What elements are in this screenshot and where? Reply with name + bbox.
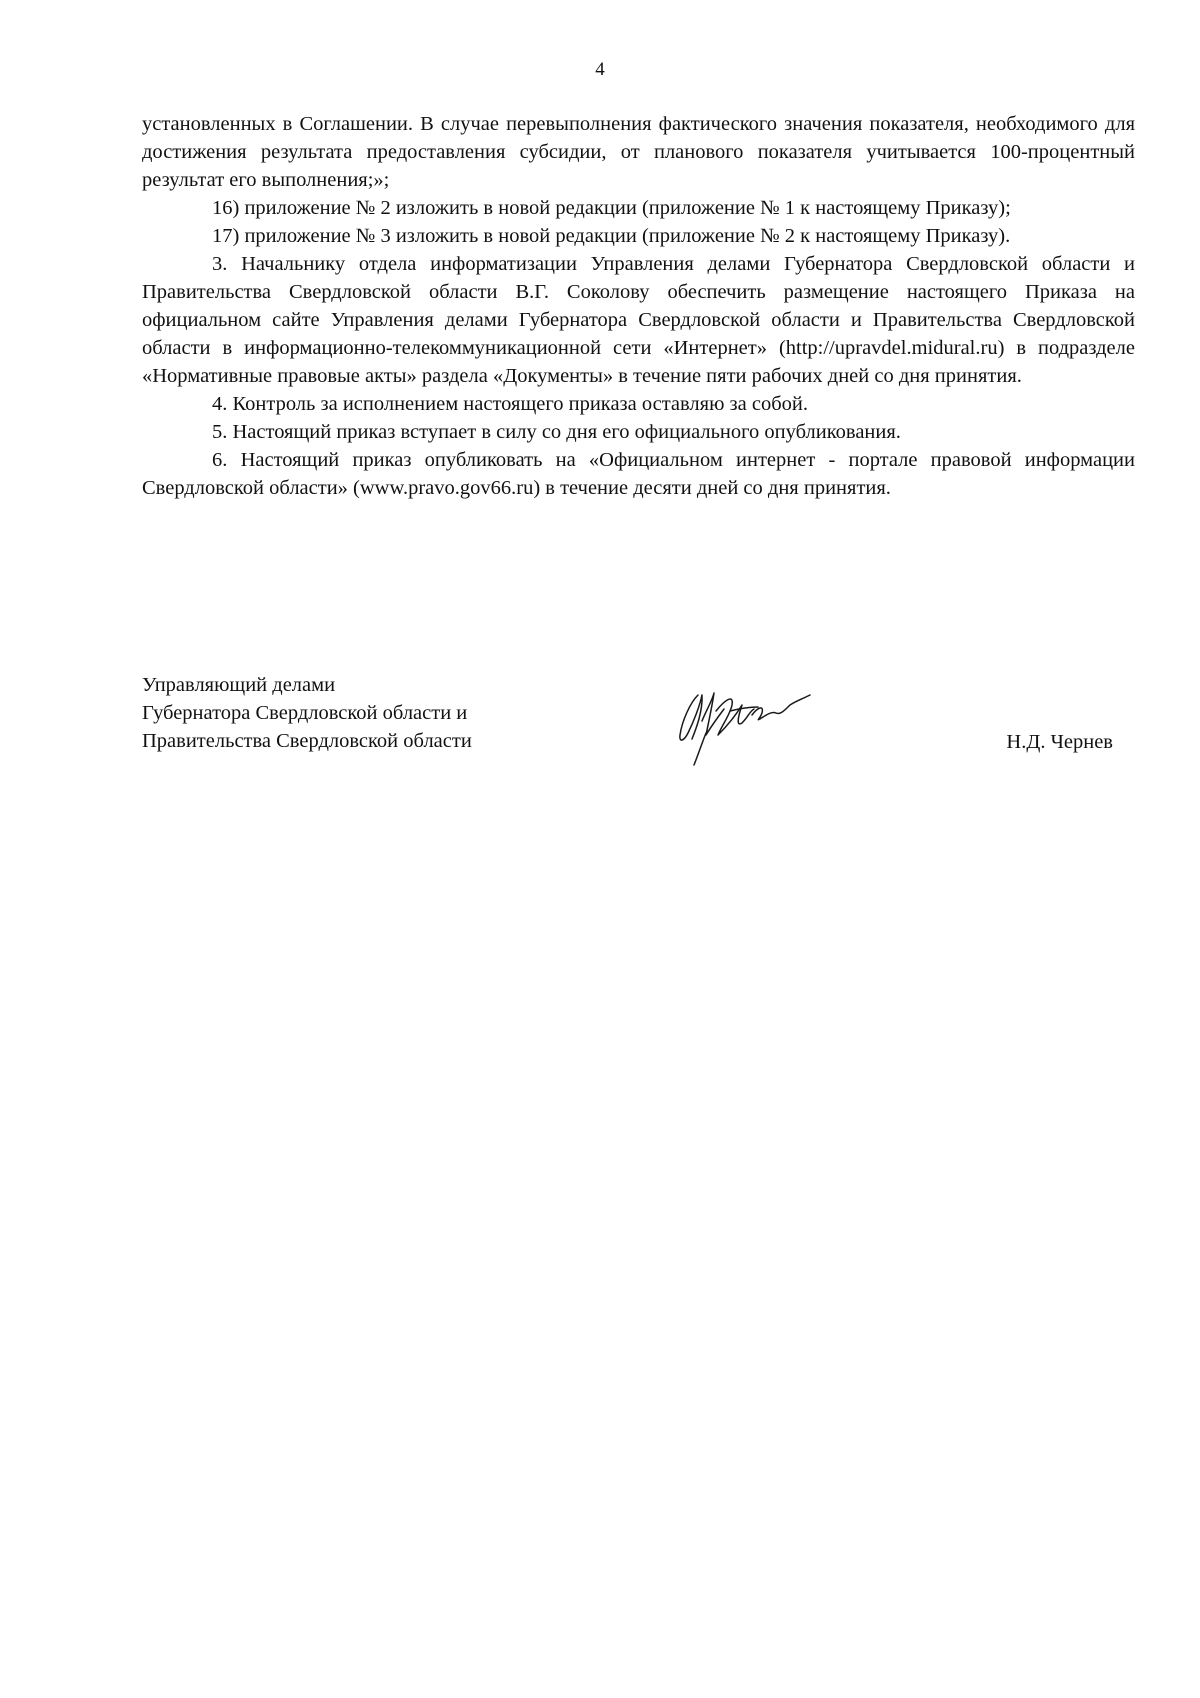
- signatory-title-line: Управляющий делами: [142, 674, 336, 696]
- signature-block: [142, 671, 1135, 771]
- paragraph-item-16: 16) приложение № 2 изложить в новой редакции (приложение № 1 к настоящему Приказу);: [212, 197, 1011, 219]
- signatory-title-line: Губернатора Свердловской области и: [142, 702, 468, 724]
- paragraph-item-17: 17) приложение № 3 изложить в новой редакции (приложение № 2 к настоящему Приказу).: [212, 225, 1011, 247]
- paragraph-clause-3: 3. Начальнику отдела информатизации Управления делами Губернатора Свердловской области и Правительства Свердловской области В.Г. Соколову обеспечить размещение настоящего Приказа на официальном сайте Управления делами Губернатора Свердловской области и Правительства Свердловской области в информационно-телекоммуникационной сети «Интернет» (http://upravdel.midural.ru) в подразделе «Нормативные правовые акты» раздела «Документы» в течение пяти рабочих дней со дня принятия.: [142, 253, 1135, 387]
- page-number: 4: [595, 59, 605, 80]
- signatory-name: Н.Д. Чернев: [1006, 731, 1113, 753]
- paragraph-clause-6: 6. Настоящий приказ опубликовать на «Официальном интернет - портале правовой информации Свердловской области» (www.pravo.gov66.ru) в течение десяти дней со дня принятия.: [142, 449, 1135, 499]
- paragraph-clause-5: 5. Настоящий приказ вступает в силу со дня его официального опубликования.: [212, 421, 901, 443]
- paragraph-continuation: установленных в Соглашении. В случае перевыполнения фактического значения показателя, необходимого для достижения результата предоставления субсидии, от планового показателя учитывается 100-процентный результат его выполнения;»;: [142, 113, 1135, 191]
- signatory-title: [142, 671, 472, 755]
- signatory-title-line: Правительства Свердловской области: [142, 730, 472, 752]
- document-body: [142, 110, 1135, 502]
- handwritten-signature: [672, 681, 822, 769]
- paragraph-clause-4: 4. Контроль за исполнением настоящего приказа оставляю за собой.: [212, 393, 808, 415]
